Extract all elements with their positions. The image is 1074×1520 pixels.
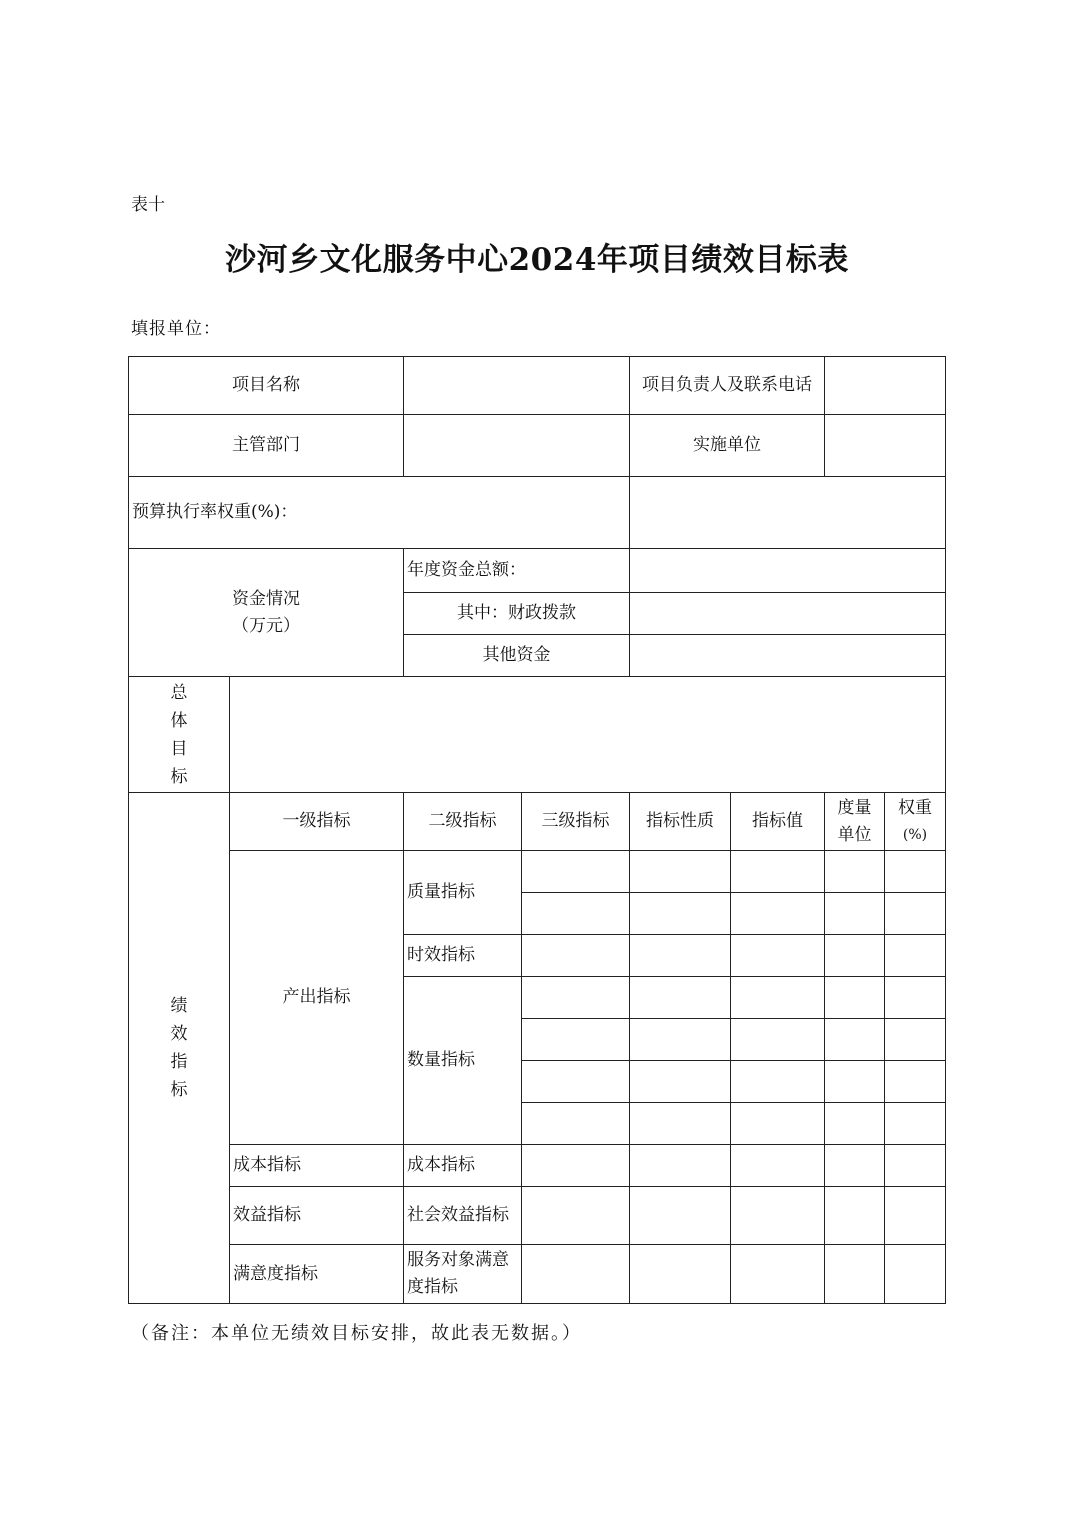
- value-cell[interactable]: [730, 1186, 824, 1244]
- annual-total-value[interactable]: [629, 548, 946, 592]
- level3-cell[interactable]: [521, 1060, 629, 1102]
- header-weight-line2: (%): [902, 826, 928, 843]
- header-level1: 一级指标: [229, 792, 403, 850]
- header-weight: [884, 792, 946, 850]
- level3-cell[interactable]: [521, 976, 629, 1018]
- funds-label-line2: （万元）: [232, 615, 300, 636]
- value-cell[interactable]: [730, 934, 824, 976]
- level3-cell[interactable]: [521, 934, 629, 976]
- dept-label: 主管部门: [128, 414, 403, 476]
- header-weight-line1: 权重: [898, 797, 932, 818]
- document-title: 沙河乡文化服务中心2024年项目绩效目标表: [225, 242, 849, 278]
- level2-social: 社会效益指标: [403, 1186, 521, 1244]
- header-value: 指标值: [730, 792, 824, 850]
- overall-goal-char: 体: [170, 710, 188, 731]
- perf-char: 效: [170, 1024, 188, 1044]
- remark-note: （备注：本单位无绩效目标安排，故此表无数据。）: [131, 1323, 582, 1344]
- weight-cell[interactable]: [884, 1102, 946, 1144]
- contact-value[interactable]: [824, 356, 946, 414]
- value-cell[interactable]: [730, 1244, 824, 1304]
- funds-label-line1: 资金情况: [232, 588, 300, 609]
- level3-cell[interactable]: [521, 1102, 629, 1144]
- overall-goal-char: 目: [170, 738, 188, 759]
- fiscal-value[interactable]: [629, 592, 946, 634]
- performance-goal-table: [128, 356, 946, 1304]
- value-cell[interactable]: [730, 892, 824, 934]
- unit-cell[interactable]: [824, 1144, 884, 1186]
- nature-cell[interactable]: [629, 1102, 730, 1144]
- weight-cell[interactable]: [884, 1144, 946, 1186]
- header-level3: 三级指标: [521, 792, 629, 850]
- table-number: 表十: [131, 195, 165, 215]
- weight-cell[interactable]: [884, 850, 946, 892]
- level3-cell[interactable]: [521, 1186, 629, 1244]
- nature-cell[interactable]: [629, 1018, 730, 1060]
- unit-cell[interactable]: [824, 1060, 884, 1102]
- contact-label: 项目负责人及联系电话: [629, 356, 824, 414]
- level2-timeliness: 时效指标: [403, 934, 521, 976]
- unit-cell[interactable]: [824, 934, 884, 976]
- weight-cell[interactable]: [884, 1186, 946, 1244]
- unit-cell[interactable]: [824, 976, 884, 1018]
- nature-cell[interactable]: [629, 1144, 730, 1186]
- nature-cell[interactable]: [629, 1060, 730, 1102]
- unit-cell[interactable]: [824, 892, 884, 934]
- unit-cell[interactable]: [824, 1102, 884, 1144]
- level1-satisfaction: 满意度指标: [229, 1244, 403, 1304]
- perf-char: 绩: [170, 996, 188, 1016]
- value-cell[interactable]: [730, 1144, 824, 1186]
- fill-unit-label: 填报单位：: [131, 319, 221, 339]
- header-nature: 指标性质: [629, 792, 730, 850]
- budget-rate-label: 预算执行率权重(%)：: [128, 476, 629, 548]
- overall-goal-value[interactable]: [229, 676, 946, 792]
- level1-cost: 成本指标: [229, 1144, 403, 1186]
- level2-quality: 质量指标: [403, 850, 521, 934]
- level3-cell[interactable]: [521, 1244, 629, 1304]
- perf-char: 指: [170, 1052, 188, 1072]
- unit-cell[interactable]: [824, 1244, 884, 1304]
- budget-rate-value[interactable]: [629, 476, 946, 548]
- header-unit-line1: 度量: [837, 797, 872, 818]
- perf-indicators-label: [128, 792, 229, 1304]
- nature-cell[interactable]: [629, 976, 730, 1018]
- unit-cell[interactable]: [824, 1018, 884, 1060]
- level1-output: 产出指标: [229, 850, 403, 1144]
- project-name-value[interactable]: [403, 356, 629, 414]
- value-cell[interactable]: [730, 1060, 824, 1102]
- overall-goal-label: [128, 676, 229, 792]
- level3-cell[interactable]: [521, 850, 629, 892]
- level2-quantity: 数量指标: [403, 976, 521, 1144]
- header-level2: 二级指标: [403, 792, 521, 850]
- header-unit-line2: 单位: [837, 824, 872, 845]
- level1-benefit: 效益指标: [229, 1186, 403, 1244]
- other-funds-label: 其他资金: [403, 634, 629, 676]
- weight-cell[interactable]: [884, 1060, 946, 1102]
- level2-service: 服务对象满意度指标: [403, 1244, 521, 1304]
- weight-cell[interactable]: [884, 976, 946, 1018]
- weight-cell[interactable]: [884, 892, 946, 934]
- nature-cell[interactable]: [629, 1244, 730, 1304]
- header-unit: [824, 792, 884, 850]
- value-cell[interactable]: [730, 1018, 824, 1060]
- nature-cell[interactable]: [629, 892, 730, 934]
- impl-unit-label: 实施单位: [629, 414, 824, 476]
- value-cell[interactable]: [730, 850, 824, 892]
- unit-cell[interactable]: [824, 1186, 884, 1244]
- value-cell[interactable]: [730, 1102, 824, 1144]
- annual-total-label: 年度资金总额：: [403, 548, 629, 592]
- nature-cell[interactable]: [629, 1186, 730, 1244]
- level3-cell[interactable]: [521, 1144, 629, 1186]
- weight-cell[interactable]: [884, 1244, 946, 1304]
- level2-cost: 成本指标: [403, 1144, 521, 1186]
- perf-char: 标: [170, 1080, 188, 1100]
- other-funds-value[interactable]: [629, 634, 946, 676]
- funds-label: [128, 548, 403, 676]
- fiscal-label: 其中：财政拨款: [403, 592, 629, 634]
- nature-cell[interactable]: [629, 850, 730, 892]
- weight-cell[interactable]: [884, 1018, 946, 1060]
- level3-cell[interactable]: [521, 892, 629, 934]
- impl-unit-value[interactable]: [824, 414, 946, 476]
- level3-cell[interactable]: [521, 1018, 629, 1060]
- nature-cell[interactable]: [629, 934, 730, 976]
- dept-value[interactable]: [403, 414, 629, 476]
- value-cell[interactable]: [730, 976, 824, 1018]
- project-name-label: 项目名称: [128, 356, 403, 414]
- overall-goal-char: 总: [170, 682, 188, 703]
- weight-cell[interactable]: [884, 934, 946, 976]
- unit-cell[interactable]: [824, 850, 884, 892]
- overall-goal-char: 标: [170, 766, 188, 787]
